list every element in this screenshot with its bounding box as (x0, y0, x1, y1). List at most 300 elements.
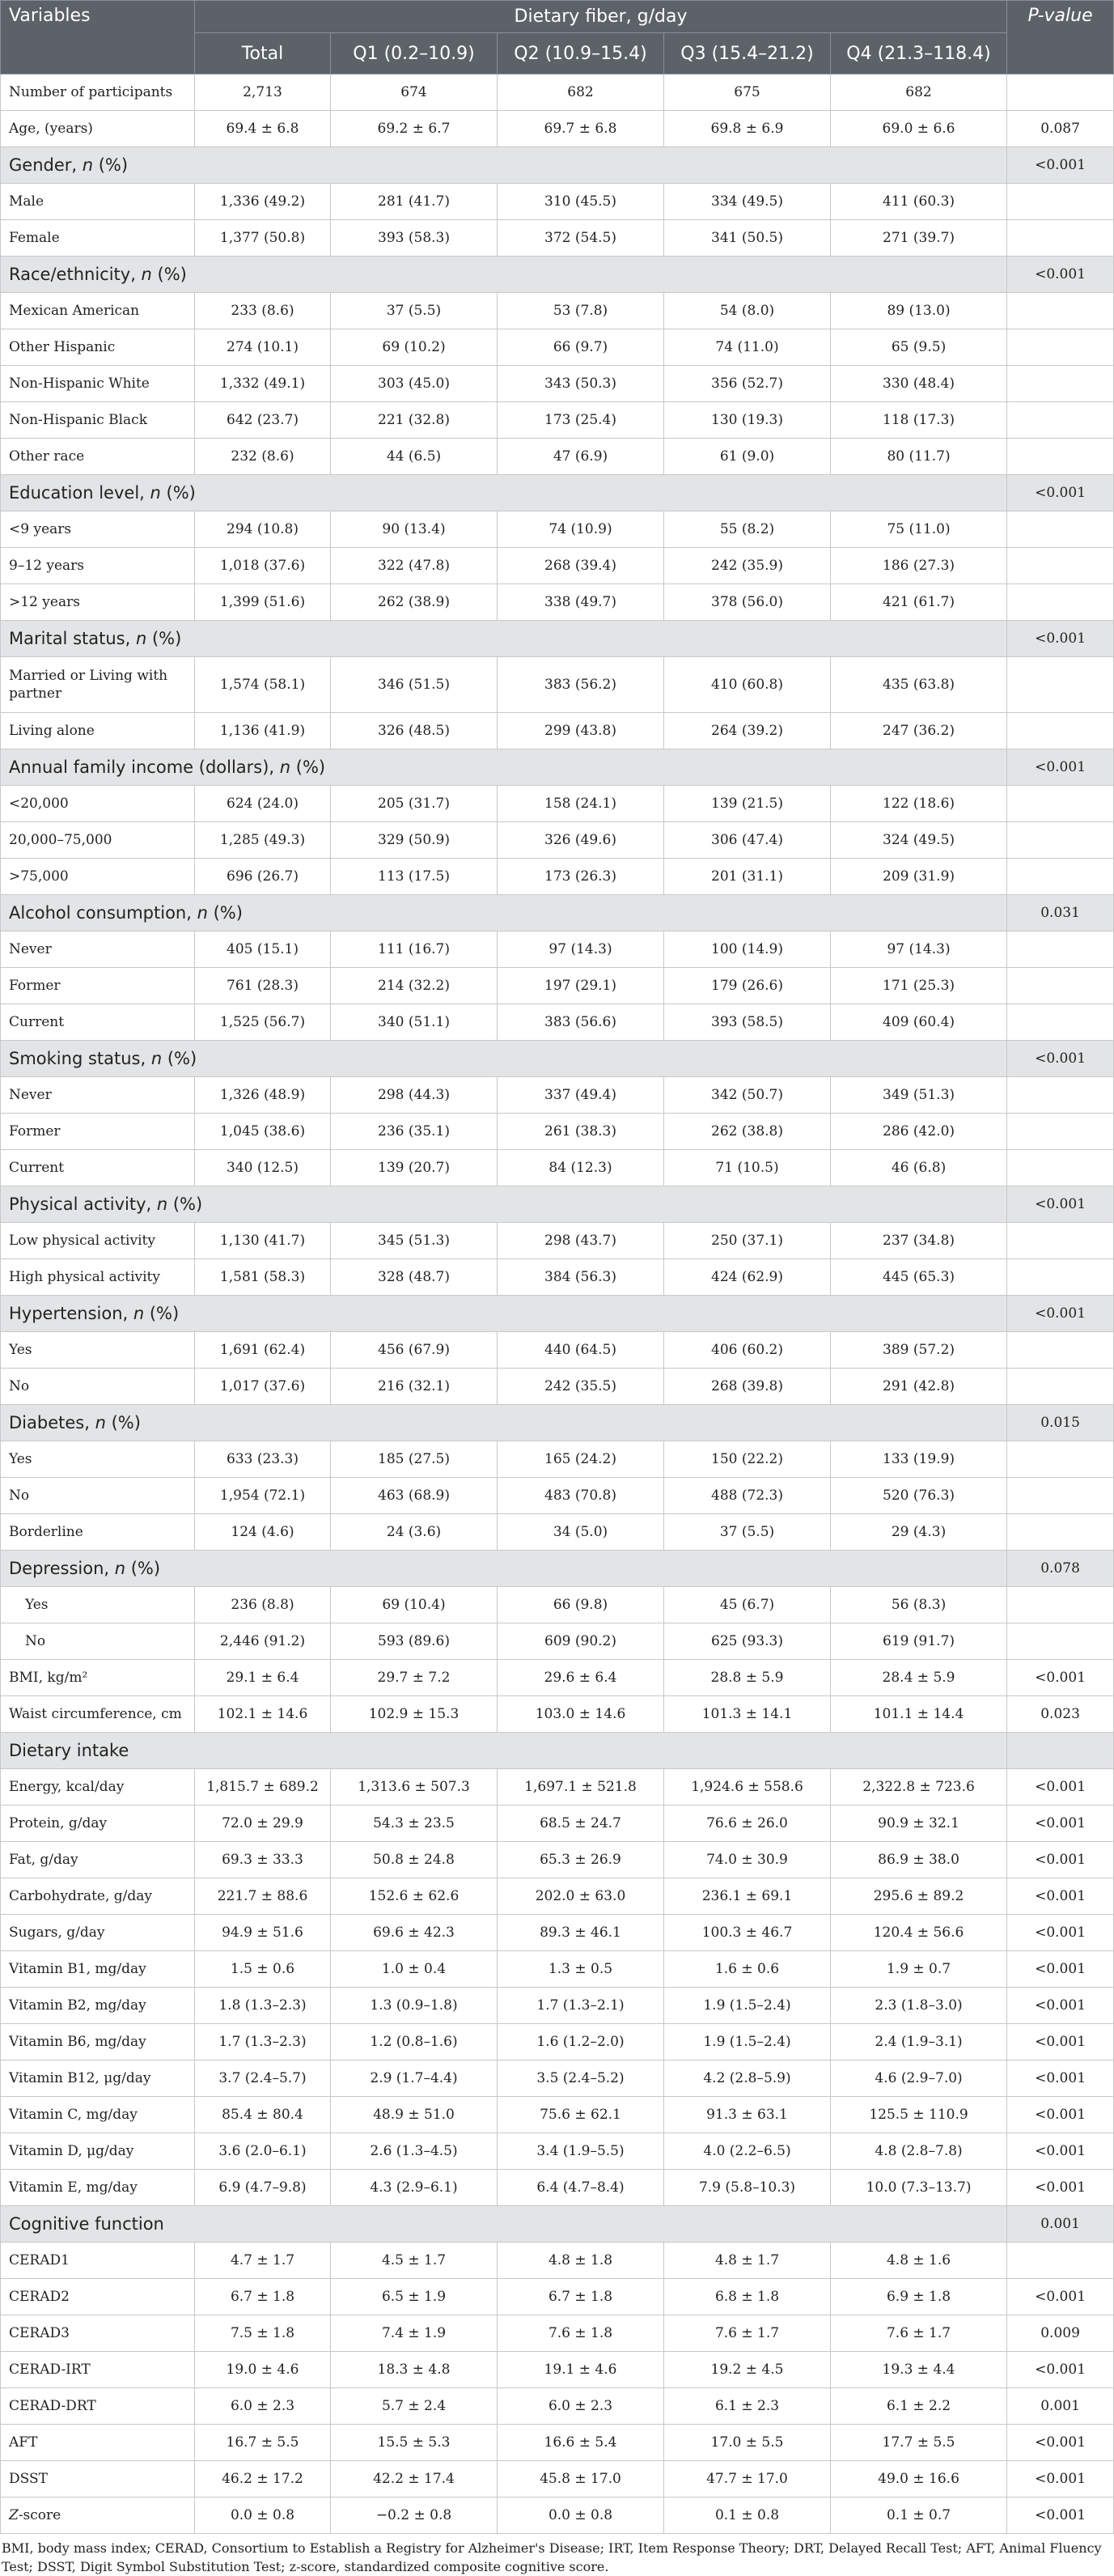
section-label: Dietary intake (1, 1733, 1007, 1769)
row-label: Current (1, 1150, 195, 1186)
cell-value: 16.7 ± 5.5 (195, 2425, 331, 2461)
cell-value: 103.0 ± 14.6 (498, 1696, 664, 1733)
cell-value: 102.1 ± 14.6 (195, 1696, 331, 1733)
cell-pvalue (1007, 1077, 1114, 1114)
section-label: Cognitive function (1, 2206, 1007, 2243)
table-row (1, 293, 1114, 329)
cell-value: 233 (8.6) (195, 293, 331, 329)
cell-value: 337 (49.4) (498, 1077, 664, 1114)
cell-value: 2.3 (1.8–3.0) (831, 1988, 1007, 2024)
cell-value: 334 (49.5) (664, 184, 831, 220)
cell-value: 3.7 (2.4–5.7) (195, 2060, 331, 2097)
cell-value: 101.3 ± 14.1 (664, 1696, 831, 1733)
header-total: Total (195, 33, 331, 74)
cell-pvalue (1007, 1623, 1114, 1660)
section-label: Depression, n (%) (1, 1551, 1007, 1587)
cell-value: 45 (6.7) (664, 1587, 831, 1623)
table-row (1, 1769, 1114, 1806)
cell-value: 186 (27.3) (831, 548, 1007, 584)
table-row (1, 1878, 1114, 1915)
cell-value: 406 (60.2) (664, 1332, 831, 1369)
cell-value: 2.4 (1.9–3.1) (831, 2024, 1007, 2060)
row-label: Energy, kcal/day (1, 1769, 195, 1806)
cell-value: 281 (41.7) (331, 184, 498, 220)
cell-value: 4.7 ± 1.7 (195, 2243, 331, 2279)
cell-value: 7.6 ± 1.7 (664, 2315, 831, 2352)
cell-value: 130 (19.3) (664, 402, 831, 439)
cell-value: 298 (43.7) (498, 1223, 664, 1259)
row-label: Age, (years) (1, 111, 195, 147)
cell-value: 463 (68.9) (331, 1478, 498, 1514)
table-row (1, 2461, 1114, 2497)
cell-value: 340 (51.1) (331, 1004, 498, 1041)
section-label: Alcohol consumption, n (%) (1, 895, 1007, 932)
cell-value: 47 (6.9) (498, 439, 664, 475)
cell-pvalue (1007, 657, 1114, 713)
cell-pvalue (1007, 968, 1114, 1004)
cell-pvalue (1007, 184, 1114, 220)
section-pvalue (1007, 1733, 1114, 1769)
cell-value: 69.0 ± 6.6 (831, 111, 1007, 147)
cell-value: 2,322.8 ± 723.6 (831, 1769, 1007, 1806)
cell-value: 66 (9.7) (498, 329, 664, 366)
cell-value: 100 (14.9) (664, 932, 831, 968)
cell-value: 1.6 ± 0.6 (664, 1951, 831, 1988)
cell-pvalue: <0.001 (1007, 2352, 1114, 2388)
cell-pvalue: <0.001 (1007, 2024, 1114, 2060)
cell-value: 236 (35.1) (331, 1114, 498, 1150)
italic-n: n (150, 483, 161, 503)
italic-n: n (279, 758, 291, 777)
cell-value: 69.2 ± 6.7 (331, 111, 498, 147)
cell-value: 1,697.1 ± 521.8 (498, 1769, 664, 1806)
table-row (1, 1842, 1114, 1878)
section-row (1, 1186, 1114, 1223)
cell-value: 28.4 ± 5.9 (831, 1660, 1007, 1696)
cell-value: 139 (20.7) (331, 1150, 498, 1186)
cell-value: 201 (31.1) (664, 859, 831, 895)
section-pvalue: 0.015 (1007, 1405, 1114, 1441)
cell-value: 102.9 ± 15.3 (331, 1696, 498, 1733)
cell-value: 3.5 (2.4–5.2) (498, 2060, 664, 2097)
cell-pvalue (1007, 1369, 1114, 1405)
table-row (1, 1623, 1114, 1660)
cell-value: 6.5 ± 1.9 (331, 2279, 498, 2315)
cell-value: 29.6 ± 6.4 (498, 1660, 664, 1696)
cell-pvalue (1007, 1332, 1114, 1369)
table-row (1, 2279, 1114, 2315)
cell-value: 69.6 ± 42.3 (331, 1915, 498, 1951)
table-row (1, 822, 1114, 859)
cell-value: 1.0 ± 0.4 (331, 1951, 498, 1988)
cell-value: 165 (24.2) (498, 1441, 664, 1478)
row-label: 20,000–75,000 (1, 822, 195, 859)
cell-value: 16.6 ± 5.4 (498, 2425, 664, 2461)
cell-value: 609 (90.2) (498, 1623, 664, 1660)
cell-value: 1.9 (1.5–2.4) (664, 1988, 831, 2024)
cell-value: 1,018 (37.6) (195, 548, 331, 584)
row-label: Vitamin B2, mg/day (1, 1988, 195, 2024)
cell-pvalue: <0.001 (1007, 1842, 1114, 1878)
cell-value: 118 (17.3) (831, 402, 1007, 439)
italic-z: Z (9, 2507, 19, 2523)
cell-value: 90.9 ± 32.1 (831, 1806, 1007, 1842)
table-row (1, 2243, 1114, 2279)
cell-value: 4.2 (2.8–5.9) (664, 2060, 831, 2097)
table-row (1, 1114, 1114, 1150)
cell-value: 633 (23.3) (195, 1441, 331, 1478)
section-label: Diabetes, n (%) (1, 1405, 1007, 1441)
cell-value: 1.5 ± 0.6 (195, 1951, 331, 1988)
cell-value: 1.3 ± 0.5 (498, 1951, 664, 1988)
section-pvalue: 0.078 (1007, 1551, 1114, 1587)
italic-n: n (95, 1413, 106, 1432)
section-label: Education level, n (%) (1, 475, 1007, 511)
cell-value: 4.3 (2.9–6.1) (331, 2170, 498, 2206)
section-row (1, 475, 1114, 511)
cell-value: 1,336 (49.2) (195, 184, 331, 220)
cell-value: 324 (49.5) (831, 822, 1007, 859)
section-row (1, 621, 1114, 657)
row-label: Current (1, 1004, 195, 1041)
cell-value: 393 (58.3) (331, 220, 498, 257)
cell-value: 236 (8.8) (195, 1587, 331, 1623)
cell-pvalue (1007, 1478, 1114, 1514)
section-pvalue: <0.001 (1007, 749, 1114, 786)
cell-value: 18.3 ± 4.8 (331, 2352, 498, 2388)
section-pvalue: <0.001 (1007, 147, 1114, 184)
row-label: Vitamin E, mg/day (1, 2170, 195, 2206)
header-variables: Variables (1, 1, 195, 74)
cell-value: 48.9 ± 51.0 (331, 2097, 498, 2133)
section-pvalue: <0.001 (1007, 257, 1114, 293)
cell-value: 340 (12.5) (195, 1150, 331, 1186)
table-row (1, 1478, 1114, 1514)
cell-pvalue: <0.001 (1007, 2060, 1114, 2097)
cell-pvalue (1007, 2243, 1114, 2279)
row-label: CERAD3 (1, 2315, 195, 2352)
cell-value: 29 (4.3) (831, 1514, 1007, 1551)
cell-value: 158 (24.1) (498, 786, 664, 822)
table-row (1, 2497, 1114, 2534)
table-row (1, 584, 1114, 621)
cell-value: 68.5 ± 24.7 (498, 1806, 664, 1842)
cell-pvalue: <0.001 (1007, 2461, 1114, 2497)
italic-n: n (156, 1195, 168, 1214)
cell-value: 209 (31.9) (831, 859, 1007, 895)
row-label: Protein, g/day (1, 1806, 195, 1842)
table-row (1, 1332, 1114, 1369)
cell-value: 1,136 (41.9) (195, 713, 331, 749)
cell-value: 1,017 (37.6) (195, 1369, 331, 1405)
cell-pvalue (1007, 1223, 1114, 1259)
table-row (1, 1660, 1114, 1696)
cell-value: 328 (48.7) (331, 1259, 498, 1296)
cell-value: 65.3 ± 26.9 (498, 1842, 664, 1878)
cell-pvalue (1007, 329, 1114, 366)
cell-value: 71 (10.5) (664, 1150, 831, 1186)
section-pvalue: 0.001 (1007, 2206, 1114, 2243)
table-row (1, 1988, 1114, 2024)
table-row (1, 184, 1114, 220)
cell-value: 65 (9.5) (831, 329, 1007, 366)
row-label: No (1, 1369, 195, 1405)
cell-value: 405 (15.1) (195, 932, 331, 968)
cell-value: 74 (11.0) (664, 329, 831, 366)
cell-value: 113 (17.5) (331, 859, 498, 895)
header-q1: Q1 (0.2–10.9) (331, 33, 498, 74)
cell-value: 179 (26.6) (664, 968, 831, 1004)
table-row (1, 548, 1114, 584)
cell-pvalue (1007, 713, 1114, 749)
italic-n: n (114, 1559, 126, 1578)
cell-value: 75 (11.0) (831, 511, 1007, 548)
table-row (1, 74, 1114, 111)
cell-value: 696 (26.7) (195, 859, 331, 895)
cell-value: 1.2 (0.8–1.6) (331, 2024, 498, 2060)
row-label: Waist circumference, cm (1, 1696, 195, 1733)
cell-pvalue (1007, 822, 1114, 859)
cell-value: 69.3 ± 33.3 (195, 1842, 331, 1878)
cell-value: 74.0 ± 30.9 (664, 1842, 831, 1878)
cell-value: 1,332 (49.1) (195, 366, 331, 402)
cell-value: 19.0 ± 4.6 (195, 2352, 331, 2388)
table-row (1, 1369, 1114, 1405)
italic-n: n (135, 629, 147, 648)
cell-value: 303 (45.0) (331, 366, 498, 402)
row-label: Living alone (1, 713, 195, 749)
cell-value: 262 (38.8) (664, 1114, 831, 1150)
cell-pvalue: <0.001 (1007, 1806, 1114, 1842)
cell-value: 326 (48.5) (331, 713, 498, 749)
cell-pvalue: <0.001 (1007, 2425, 1114, 2461)
row-label: Never (1, 932, 195, 968)
cell-value: 338 (49.7) (498, 584, 664, 621)
row-label: CERAD2 (1, 2279, 195, 2315)
cell-value: 286 (42.0) (831, 1114, 1007, 1150)
cell-value: 7.6 ± 1.7 (831, 2315, 1007, 2352)
cell-value: 100.3 ± 46.7 (664, 1915, 831, 1951)
table-row (1, 2024, 1114, 2060)
cell-pvalue (1007, 74, 1114, 111)
cell-value: 306 (47.4) (664, 822, 831, 859)
cell-value: 221 (32.8) (331, 402, 498, 439)
cell-value: 1,574 (58.1) (195, 657, 331, 713)
cell-value: 214 (32.2) (331, 968, 498, 1004)
cell-value: 19.2 ± 4.5 (664, 2352, 831, 2388)
table-row (1, 2352, 1114, 2388)
italic-n: n (141, 265, 152, 284)
cell-value: 268 (39.4) (498, 548, 664, 584)
cell-value: 593 (89.6) (331, 1623, 498, 1660)
cell-value: 4.8 (2.8–7.8) (831, 2133, 1007, 2170)
cell-value: 1,815.7 ± 689.2 (195, 1769, 331, 1806)
cell-value: 3.6 (2.0–6.1) (195, 2133, 331, 2170)
cell-value: 456 (67.9) (331, 1332, 498, 1369)
cell-value: 202.0 ± 63.0 (498, 1878, 664, 1915)
row-label: Other race (1, 439, 195, 475)
cell-value: 1,581 (58.3) (195, 1259, 331, 1296)
section-row (1, 147, 1114, 184)
header-pvalue-text: P-value (1027, 6, 1093, 26)
row-label: Vitamin B1, mg/day (1, 1951, 195, 1988)
cell-value: 0.1 ± 0.7 (831, 2497, 1007, 2534)
section-row (1, 1405, 1114, 1441)
cell-value: 299 (43.8) (498, 713, 664, 749)
cell-value: 125.5 ± 110.9 (831, 2097, 1007, 2133)
cell-value: 17.7 ± 5.5 (831, 2425, 1007, 2461)
row-label: Vitamin C, mg/day (1, 2097, 195, 2133)
table-row (1, 402, 1114, 439)
cell-value: 271 (39.7) (831, 220, 1007, 257)
cell-value: 6.1 ± 2.2 (831, 2388, 1007, 2425)
cell-value: 45.8 ± 17.0 (498, 2461, 664, 2497)
table-row (1, 511, 1114, 548)
section-pvalue: <0.001 (1007, 621, 1114, 657)
cell-value: 2.6 (1.3–4.5) (331, 2133, 498, 2170)
row-label: Vitamin B12, μg/day (1, 2060, 195, 2097)
cell-value: 295.6 ± 89.2 (831, 1878, 1007, 1915)
cell-value: 15.5 ± 5.3 (331, 2425, 498, 2461)
cell-value: 7.5 ± 1.8 (195, 2315, 331, 2352)
cell-value: 268 (39.8) (664, 1369, 831, 1405)
header-dietary-fiber: Dietary fiber, g/day (195, 1, 1007, 33)
cell-value: 322 (47.8) (331, 548, 498, 584)
cell-value: 274 (10.1) (195, 329, 331, 366)
cell-pvalue (1007, 220, 1114, 257)
row-label: AFT (1, 2425, 195, 2461)
cell-value: 1,045 (38.6) (195, 1114, 331, 1150)
cell-value: 1.9 ± 0.7 (831, 1951, 1007, 1988)
cell-value: 46 (6.8) (831, 1150, 1007, 1186)
cell-value: 520 (76.3) (831, 1478, 1007, 1514)
italic-n: n (82, 155, 94, 175)
cell-value: 330 (48.4) (831, 366, 1007, 402)
table-row (1, 1441, 1114, 1478)
cell-value: 1,313.6 ± 507.3 (331, 1769, 498, 1806)
cell-value: 6.9 ± 1.8 (831, 2279, 1007, 2315)
cell-value: 47.7 ± 17.0 (664, 2461, 831, 2497)
cell-value: 345 (51.3) (331, 1223, 498, 1259)
cell-value: 329 (50.9) (331, 822, 498, 859)
table-row (1, 1259, 1114, 1296)
section-row (1, 1041, 1114, 1077)
section-label: Physical activity, n (%) (1, 1186, 1007, 1223)
cell-value: 4.8 ± 1.8 (498, 2243, 664, 2279)
cell-pvalue (1007, 859, 1114, 895)
row-label: CERAD-DRT (1, 2388, 195, 2425)
row-label: 9–12 years (1, 548, 195, 584)
table-row (1, 859, 1114, 895)
row-label: Vitamin D, μg/day (1, 2133, 195, 2170)
cell-value: 55 (8.2) (664, 511, 831, 548)
cell-value: 682 (831, 74, 1007, 111)
table-row (1, 932, 1114, 968)
cell-value: 66 (9.8) (498, 1587, 664, 1623)
cell-value: 440 (64.5) (498, 1332, 664, 1369)
cell-value: 1.7 (1.3–2.1) (498, 1988, 664, 2024)
section-row (1, 1551, 1114, 1587)
cell-value: 261 (38.3) (498, 1114, 664, 1150)
cell-value: 7.4 ± 1.9 (331, 2315, 498, 2352)
cell-pvalue (1007, 1514, 1114, 1551)
cell-pvalue (1007, 932, 1114, 968)
cell-value: 488 (72.3) (664, 1478, 831, 1514)
cell-value: 624 (24.0) (195, 786, 331, 822)
cell-value: 310 (45.5) (498, 184, 664, 220)
table-row (1, 2425, 1114, 2461)
cell-value: 185 (27.5) (331, 1441, 498, 1478)
cell-value: 69.4 ± 6.8 (195, 111, 331, 147)
table-row (1, 2315, 1114, 2352)
row-label: Low physical activity (1, 1223, 195, 1259)
cell-value: 236.1 ± 69.1 (664, 1878, 831, 1915)
cell-pvalue (1007, 1441, 1114, 1478)
table-body (1, 74, 1114, 2534)
cell-value: 1,954 (72.1) (195, 1478, 331, 1514)
row-label: Male (1, 184, 195, 220)
table-row (1, 329, 1114, 366)
cell-value: 173 (26.3) (498, 859, 664, 895)
cell-value: 44 (6.5) (331, 439, 498, 475)
header-row-1 (1, 1, 1114, 33)
section-pvalue: <0.001 (1007, 1296, 1114, 1332)
cell-value: 17.0 ± 5.5 (664, 2425, 831, 2461)
row-label: >75,000 (1, 859, 195, 895)
row-label: DSST (1, 2461, 195, 2497)
table-row (1, 439, 1114, 475)
cell-pvalue: <0.001 (1007, 2133, 1114, 2170)
row-label: Female (1, 220, 195, 257)
row-label: No (1, 1478, 195, 1514)
cell-value: 264 (39.2) (664, 713, 831, 749)
cell-value: 28.8 ± 5.9 (664, 1660, 831, 1696)
cell-value: 6.9 (4.7–9.8) (195, 2170, 331, 2206)
cell-pvalue: 0.087 (1007, 111, 1114, 147)
cell-value: 19.3 ± 4.4 (831, 2352, 1007, 2388)
cell-pvalue (1007, 786, 1114, 822)
section-pvalue: <0.001 (1007, 1041, 1114, 1077)
cell-value: 619 (91.7) (831, 1623, 1007, 1660)
cell-pvalue (1007, 511, 1114, 548)
table-row (1, 111, 1114, 147)
table-row (1, 1587, 1114, 1623)
row-label: Non-Hispanic White (1, 366, 195, 402)
row-label: Carbohydrate, g/day (1, 1878, 195, 1915)
cell-value: 80 (11.7) (831, 439, 1007, 475)
cell-value: 46.2 ± 17.2 (195, 2461, 331, 2497)
section-row (1, 1733, 1114, 1769)
cell-value: 89.3 ± 46.1 (498, 1915, 664, 1951)
cell-value: 4.8 ± 1.6 (831, 2243, 1007, 2279)
cell-pvalue (1007, 1259, 1114, 1296)
cell-value: 6.8 ± 1.8 (664, 2279, 831, 2315)
cell-pvalue: 0.009 (1007, 2315, 1114, 2352)
cell-value: 37 (5.5) (664, 1514, 831, 1551)
cell-value: 421 (61.7) (831, 584, 1007, 621)
section-pvalue: 0.031 (1007, 895, 1114, 932)
table-row (1, 2133, 1114, 2170)
cell-value: 1,924.6 ± 558.6 (664, 1769, 831, 1806)
cell-value: 383 (56.6) (498, 1004, 664, 1041)
cell-pvalue (1007, 1004, 1114, 1041)
cell-value: 216 (32.1) (331, 1369, 498, 1405)
cell-pvalue: <0.001 (1007, 1915, 1114, 1951)
section-pvalue: <0.001 (1007, 1186, 1114, 1223)
cell-value: 37 (5.5) (331, 293, 498, 329)
cell-pvalue: 0.023 (1007, 1696, 1114, 1733)
cell-pvalue: <0.001 (1007, 2279, 1114, 2315)
